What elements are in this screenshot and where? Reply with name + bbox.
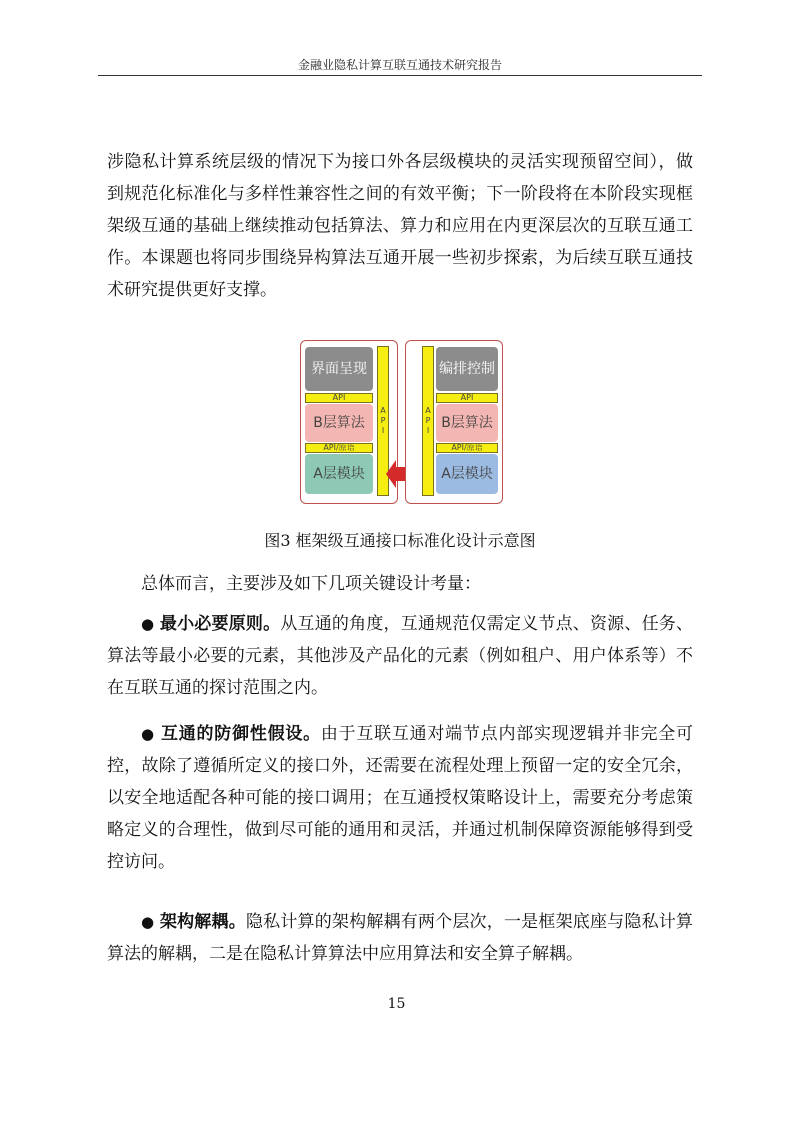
bullet-icon: ● [141, 615, 155, 633]
bullet-icon: ● [141, 725, 155, 743]
bullet-title: 最小必要原则。 [159, 614, 281, 634]
bullet-title: 架构解耦。 [159, 912, 246, 932]
left-middle-box [305, 404, 373, 442]
summary-paragraph: 总体而言，主要涉及如下几项关键设计考量： [141, 574, 481, 594]
left-api-primitive-strip: API/原语 [305, 443, 373, 453]
right-bottom-box-label: A层模块 [441, 466, 493, 482]
right-top-box-label: 编排控制 [439, 361, 495, 377]
left-bottom-box [305, 454, 373, 494]
left-vertical-api-letter: P [380, 416, 386, 425]
right-vertical-api-letter: I [426, 426, 430, 435]
bullet-title: 互通的防御性假设。 [161, 724, 321, 744]
page-number: 15 [387, 996, 406, 1012]
running-header: 金融业隐私计算互联互通技术研究报告 [297, 58, 502, 72]
left-api-strip: API [305, 393, 373, 403]
bullet-text: 从互通的角度，互通规范仅需定义节点、资源、任务、算法等最小必要的元素，其他涉及产品化的元素（例如租户、用户体系等）不在互联互通的探讨范围之内。 [107, 614, 693, 698]
left-top-box-label: 界面呈现 [311, 361, 367, 377]
right-top-box [436, 347, 498, 391]
left-vertical-api-letter: I [381, 426, 385, 435]
right-middle-box [436, 404, 498, 442]
right-vertical-api-letter: P [425, 416, 431, 425]
right-bottom-box [436, 454, 498, 494]
header-divider [98, 75, 702, 76]
bullet-text: 由于互联互通对端节点内部实现逻辑并非完全可控，故除了遵循所定义的接口外，还需要在流程处理上预留一定的安全冗余，以安全地适配各种可能的接口调用；在互通授权策略设计上，需要充分考虑策略定义的合理性，做到尽可能的通用和灵活，并通过机制保障资源能够得到受控访问。 [107, 724, 694, 872]
right-vertical-api-letter: A [425, 406, 431, 415]
left-vertical-api-letter: A [380, 406, 386, 415]
figure-right-panel [405, 340, 503, 504]
left-middle-box-label: B层算法 [313, 415, 365, 431]
bullet-icon: ● [141, 913, 155, 931]
bullet-item-architecture-decoupling [107, 906, 693, 970]
right-vertical-api-bar [422, 346, 434, 496]
bullet-text: 隐私计算的架构解耦有两个层次，一是框架底座与隐私计算算法的解耦，二是在隐私计算算法中应用算法和安全算子解耦。 [107, 912, 693, 964]
intro-paragraph: 涉隐私计算系统层级的情况下为接口外各层级模块的灵活实现预留空间），做到规范化标准化与多样性兼容性之间的有效平衡；下一阶段将在本阶段实现框架级互通的基础上继续推动包括算法、算力和应用在内更深层次的互联互通工作。本课题也将同步围绕异构算法互通开展一些初步探索，为后续互联互通技术研究提供更好支撑。 [107, 152, 693, 300]
right-api-strip: API [436, 393, 498, 403]
figure-caption: 图3 框架级互通接口标准化设计示意图 [264, 531, 536, 550]
right-middle-box-label: B层算法 [441, 415, 493, 431]
left-bottom-box-label: A层模块 [313, 466, 365, 482]
bullet-item-defensive-assumption [107, 718, 693, 878]
left-top-box [305, 347, 373, 391]
figure-left-panel [300, 340, 398, 504]
right-api-primitive-strip: API/原语 [436, 443, 498, 453]
bullet-item-minimal-principle [107, 608, 693, 704]
